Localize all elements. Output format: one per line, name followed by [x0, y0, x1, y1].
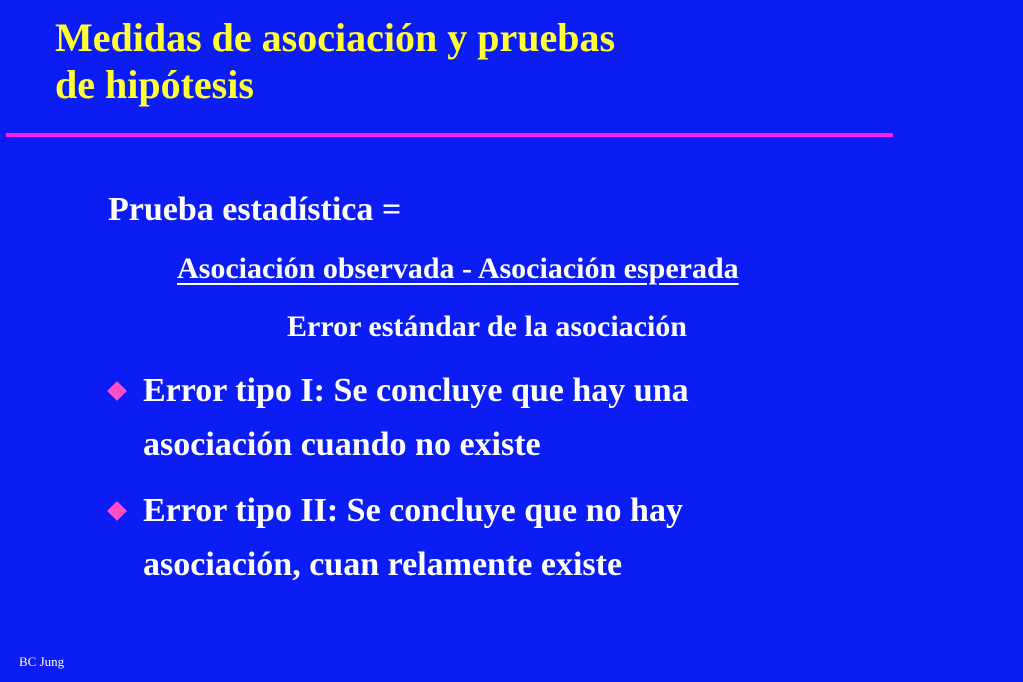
bullet-text [143, 484, 903, 592]
bullet-line-1: Error tipo II: Se concluye que no hay [143, 492, 683, 529]
slide-title-line-1: Medidas de asociación y pruebas [55, 15, 616, 60]
bullet-line-2: asociación, cuan relamente existe [143, 546, 623, 583]
bullet-text [143, 364, 903, 472]
bullet-item-type-1-error [108, 364, 903, 472]
diamond-bullet-icon [107, 501, 127, 521]
slide-title [55, 14, 615, 108]
formula-denominator: Error estándar de la asociación [287, 310, 687, 343]
bullet-line-2: asociación cuando no existe [143, 426, 541, 463]
bullet-item-type-2-error [108, 484, 903, 592]
formula-numerator: Asociación observada - Asociación esperada [177, 252, 739, 285]
slide-title-line-2: de hipótesis [55, 62, 254, 107]
footer-author: BC Jung [19, 654, 65, 669]
title-divider [6, 133, 893, 137]
formula-lead: Prueba estadística = [108, 191, 402, 228]
diamond-bullet-icon [107, 381, 127, 401]
bullet-line-1: Error tipo I: Se concluye que hay una [143, 372, 689, 409]
